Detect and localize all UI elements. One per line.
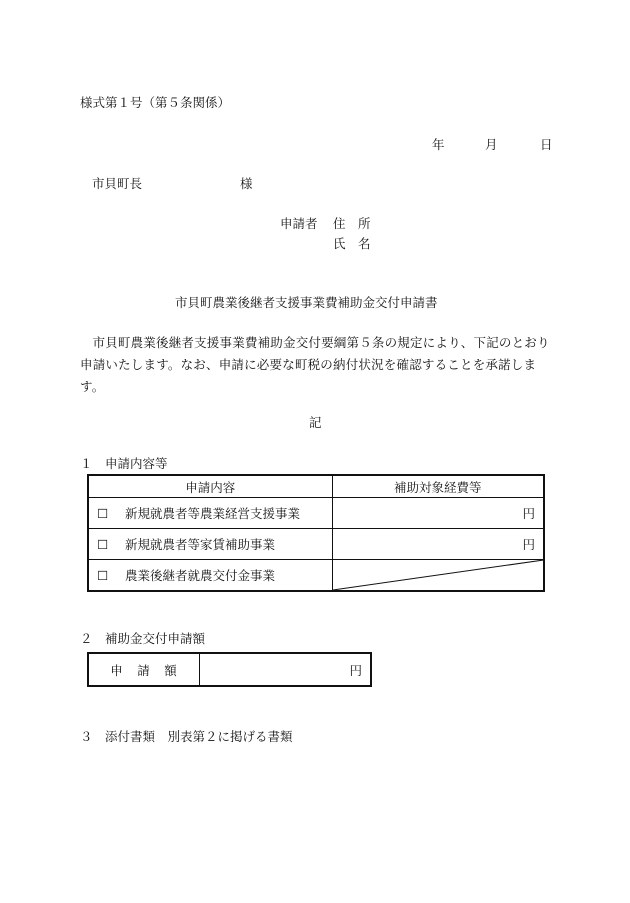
form-number: 様式第１号（第５条関係） [80,95,231,110]
column-header-content: 申請内容 [88,475,332,498]
date-year: 年 [432,137,445,152]
column-header-cost: 補助対象経費等 [332,475,544,498]
amount-table [87,652,372,687]
body-text: 市貝町農業後継者支援事業費補助金交付要綱第５条の規定により、下記のとおり申請いたします。なお、申請に必要な町税の納付状況を確認することを承諾します。 [80,335,550,394]
amount-value-cell[interactable]: 円 [200,653,372,686]
cost-cell-struck [332,560,544,592]
ki-marker: 記 [309,415,322,430]
table-row [88,560,544,592]
item-label: 新規就農者等農業経営支援事業 [125,506,301,521]
document-title: 市貝町農業後継者支援事業費補助金交付申請書 [175,295,438,310]
section2-heading: ２ 補助金交付申請額 [80,631,206,646]
amount-label: 申 請 額 [88,653,200,686]
applicant-label: 申請者 [280,216,318,231]
item-label: 農業後継者就農交付金事業 [125,568,276,583]
addressee-honorific: 様 [240,176,253,191]
cost-cell[interactable]: 円 [332,498,544,529]
applicant-name-label: 氏 名 [333,236,371,251]
table-row [88,498,544,529]
checkbox[interactable]: ☐ [97,506,109,521]
date-day: 日 [540,137,553,152]
applicant-address-label: 住 所 [333,216,371,231]
checkbox[interactable]: ☐ [97,568,109,583]
table-header-row [88,475,544,498]
diagonal-strike-line [333,560,544,590]
item-label: 新規就農者等家賃補助事業 [125,537,276,552]
section3-heading: ３ 添付書類 別表第２に掲げる書類 [80,729,293,744]
application-table [87,474,545,592]
table-cell-item [88,498,332,529]
table-cell-item [88,529,332,560]
checkbox[interactable]: ☐ [97,537,109,552]
addressee-name: 市貝町長 [92,176,143,191]
table-row [88,529,544,560]
date-month: 月 [485,137,498,152]
cost-cell[interactable]: 円 [332,529,544,560]
amount-row [88,653,371,686]
section1-heading: １ 申請内容等 [80,456,168,471]
table-cell-item [88,560,332,592]
